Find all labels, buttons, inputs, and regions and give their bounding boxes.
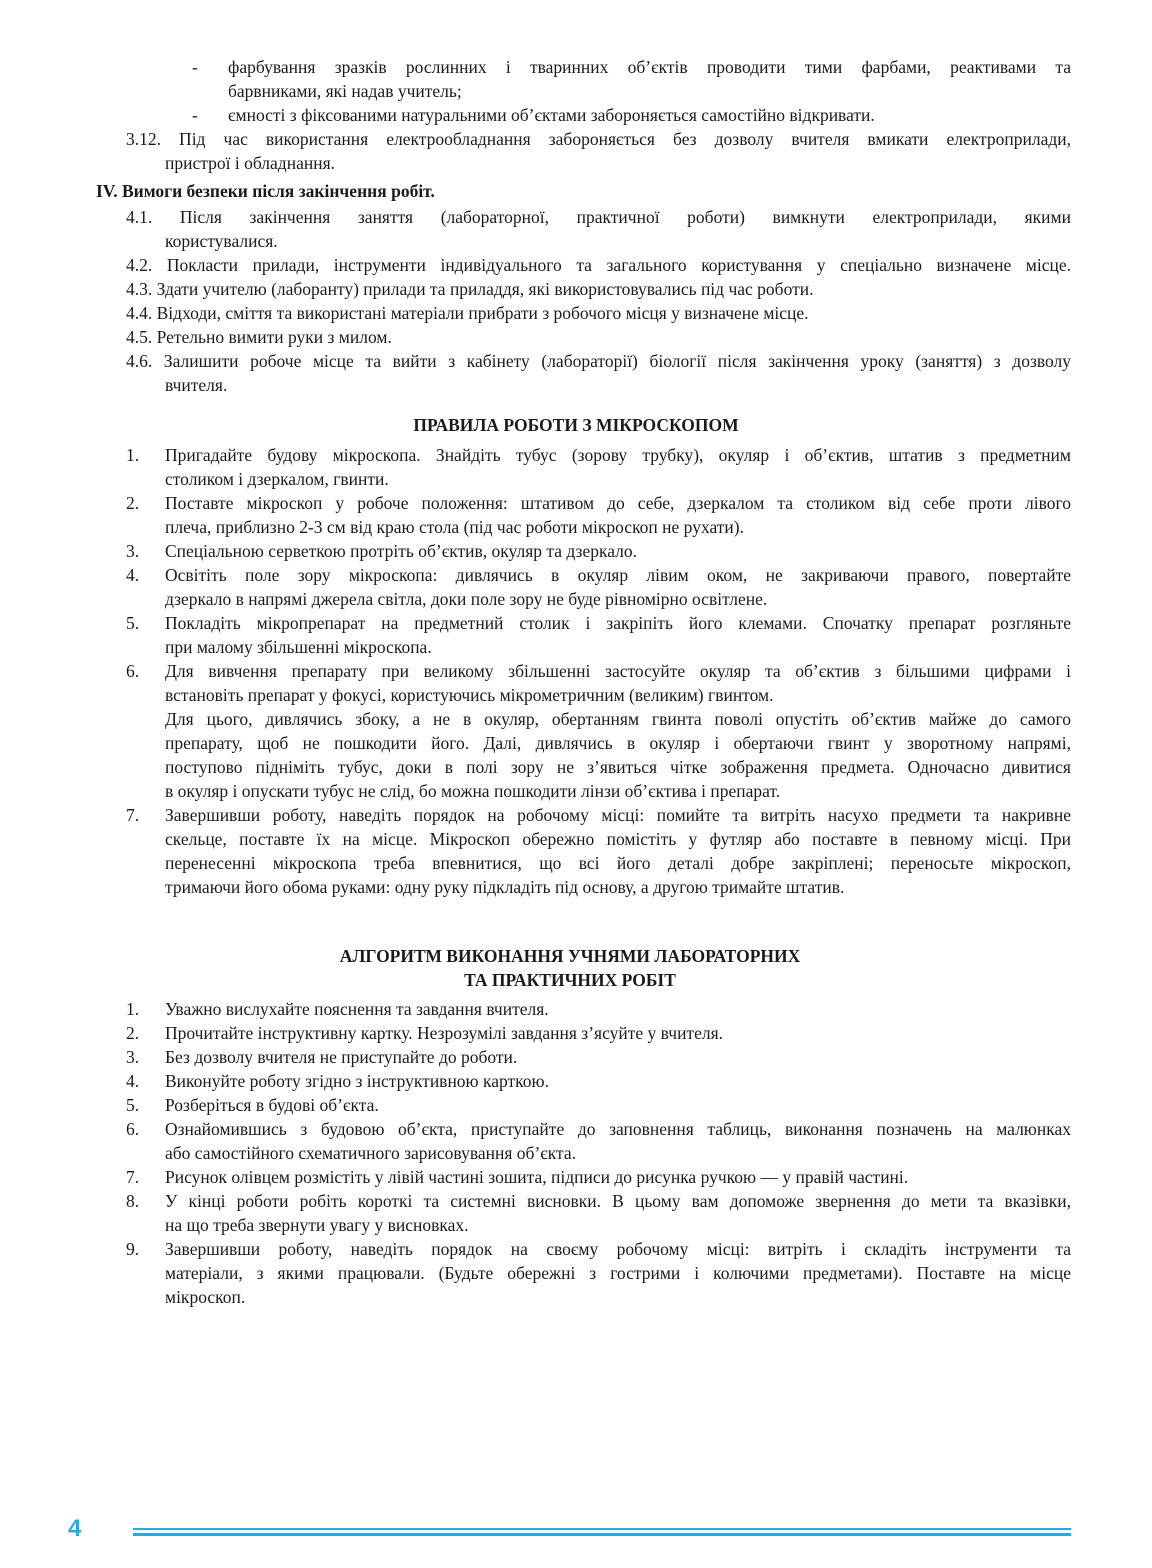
section-item-line: 4.4. Відходи, сміття та використані матеріали прибрати з робочого місця у визначене місце. [126,303,809,323]
list-item-line: Рисунок олівцем розмістіть у лівій частині зошита, підписи до рисунка ручкою — у правій частині. [165,1167,909,1187]
page-number: 4 [68,1515,82,1542]
algorithm-title-line1: АЛГОРИТМ ВИКОНАННЯ УЧНЯМИ ЛАБОРАТОРНИХ [339,946,801,966]
list-item-number: 3. [126,1047,140,1067]
list-item-number: 4. [126,565,140,585]
list-item-line: Ознайомившись з будовою об’єкта, приступайте до заповнення таблиць, виконання позначень на малюнках [165,1119,1071,1139]
list-item-number: 7. [126,805,140,825]
list-item-number: 6. [126,661,140,681]
dash-item-line: ємності з фіксованими натуральними об’єктами забороняється самостійно відкривати. [228,105,875,125]
item-3-12-line: пристрої і обладнання. [165,153,335,173]
list-item-line: мікроскоп. [165,1287,246,1307]
section-item-line: 4.6. Залишити робоче місце та вийти з кабінету (лабораторії) біології після закінчення уроку (заняття) з дозволу [126,351,1071,371]
list-item-line: Освітіть поле зору мікроскопа: дивлячись в окуляр лівим оком, не закриваючи правого, повертайте [165,565,1071,585]
section-item-line: 4.2. Покласти прилади, інструменти індивідуального та загального користування у спеціально визначене місце. [126,255,1071,275]
list-item-line: матеріали, з якими працювали. (Будьте обережні з гострими і колючими предметами). Поставте на місце [165,1263,1071,1283]
list-item-number: 5. [126,1095,140,1115]
list-item-line: Спеціальною серветкою протріть об’єктив, окуляр та дзеркало. [165,541,637,561]
section-item-line: користувалися. [165,231,278,251]
list-item-number: 9. [126,1239,140,1259]
section-item-line: 4.1. Після закінчення заняття (лабораторної, практичної роботи) вимкнути електроприлади, якими [126,207,1071,227]
list-item-line: Для вивчення препарату при великому збільшенні застосуйте окуляр та об’єктив з більшими цифрами і [165,661,1071,681]
list-item-line: Виконуйте роботу згідно з інструктивною карткою. [165,1071,549,1091]
list-item-number: 4. [126,1071,140,1091]
list-item-line: Завершивши роботу, наведіть порядок на робочому місці: помийте та витріть насухо предмети та накривне [165,805,1071,825]
section-item-line: вчителя. [165,375,228,395]
list-item-number: 6. [126,1119,140,1139]
list-item-number: 3. [126,541,140,561]
dash-marker: - [192,57,198,77]
list-item-number: 2. [126,1023,140,1043]
list-item-number: 2. [126,493,140,513]
list-item-line: або самостійного схематичного зарисовування об’єкта. [165,1143,577,1163]
list-item-number: 7. [126,1167,140,1187]
list-item-number: 8. [126,1191,140,1211]
list-item-number: 1. [126,445,140,465]
list-item-line: дзеркало в напрямі джерела світла, доки поле зору не буде рівномірно освітлене. [165,589,768,609]
list-item-line: Уважно вислухайте пояснення та завдання вчителя. [165,999,549,1019]
list-item-line: поступово підніміть тубус, доки в полі зору не з’явиться чітке зображення предмета. Одночасно дивитися [165,757,1071,777]
list-item-line: Розберіться в будові об’єкта. [165,1095,379,1115]
list-item-line: У кінці роботи робіть короткі та системні висновки. В цьому вам допоможе звернення до мети та вказівки, [165,1191,1071,1211]
section-heading: IV. Вимоги безпеки після закінчення робіт. [96,181,435,201]
list-item-line: Завершивши роботу, наведіть порядок на своєму робочому місці: витріть і складіть інструменти та [165,1239,1071,1259]
footer-rule-bottom [133,1533,1071,1536]
list-item-line: плеча, приблизно 2-3 см від краю стола (під час роботи мікроскоп не рухати). [165,517,744,537]
section-item-line: 4.5. Ретельно вимити руки з милом. [126,327,392,347]
microscope-title: ПРАВИЛА РОБОТИ З МІКРОСКОПОМ [413,415,739,435]
list-item-line: столиком і дзеркалом, гвинти. [165,469,389,489]
dash-item-line: фарбування зразків рослинних і тваринних об’єктів проводити тими фарбами, реактивами та [228,57,1071,77]
list-item-line: на що треба звернути увагу у висновках. [165,1215,469,1235]
footer-rule-top [133,1528,1071,1530]
list-item-line: Поставте мікроскоп у робоче положення: штативом до себе, дзеркалом та столиком від себе проти лівого [165,493,1071,513]
list-item-number: 5. [126,613,140,633]
list-item-line: Пригадайте будову мікроскопа. Знайдіть тубус (зорову трубку), окуляр і об’єктив, штатив з предметним [165,445,1071,465]
list-item-line: Без дозволу вчителя не приступайте до роботи. [165,1047,518,1067]
list-item-line: встановіть препарат у фокусі, користуючись мікрометричним (великим) гвинтом. [165,685,774,705]
list-item-line: тримаючи його обома руками: одну руку підкладіть під основу, а другою тримайте штатив. [165,877,845,897]
list-item-line: при малому збільшенні мікроскопа. [165,637,432,657]
algorithm-title-line2: ТА ПРАКТИЧНИХ РОБІТ [464,970,676,990]
dash-marker: - [192,105,198,125]
list-item-line: в окуляр і опускати тубус не слід, бо можна пошкодити лінзи об’єктива і препарат. [165,781,781,801]
list-item-line: Покладіть мікропрепарат на предметний столик і закріпіть його клемами. Спочатку препарат розгляньте [165,613,1071,633]
list-item-number: 1. [126,999,140,1019]
dash-item-line: барвниками, які надав учитель; [228,81,462,101]
item-3-12-line: 3.12. Під час використання електрообладнання забороняється без дозволу вчителя вмикати електроприлади, [126,129,1071,149]
list-item-line: скельце, поставте їх на місце. Мікроскоп обережно помістіть у футляр або поставте в певному місці. При [165,829,1071,849]
list-item-line: препарату, щоб не пошкодити його. Далі, дивлячись в окуляр і обертаючи гвинт у зворотному напрямі, [165,733,1071,753]
list-item-line: Для цього, дивлячись збоку, а не в окуляр, обертанням гвинта поволі опустіть об’єктив майже до самого [165,709,1071,729]
section-item-line: 4.3. Здати учителю (лаборанту) прилади та приладдя, які використовувались під час роботи. [126,279,814,299]
list-item-line: перенесенні мікроскопа треба впевнитися, що всі його деталі добре закріплені; переносьте мікроскоп, [165,853,1071,873]
list-item-line: Прочитайте інструктивну картку. Незрозумілі завдання з’ясуйте у вчителя. [165,1023,724,1043]
